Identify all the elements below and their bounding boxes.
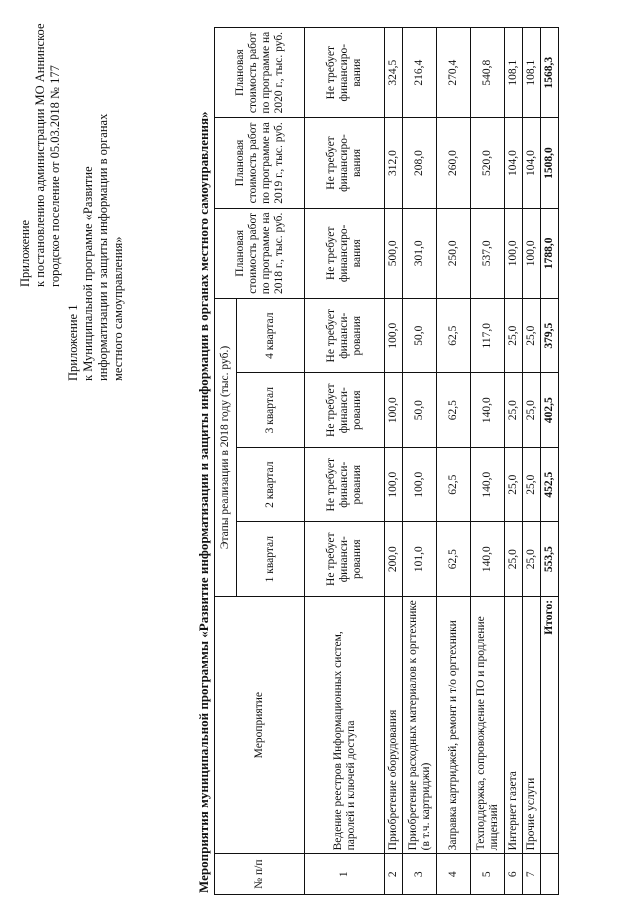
row-q2: 100,0: [385, 447, 403, 522]
table-row: [523, 28, 541, 895]
table-row: [385, 28, 403, 895]
total-row: [541, 28, 559, 895]
col-header-plan-2019: Плановая стоимость работ по программе на 2019 г., тыс. руб.: [215, 118, 305, 208]
col-header-plan-2020: Плановая стоимость работ по программе на 2020 г., тыс. руб.: [215, 28, 305, 118]
row-plan-2019: 260,0: [437, 118, 471, 208]
appendix-1-header: [66, 114, 126, 381]
table-row: [403, 28, 437, 895]
appendix-1-line: к Муниципальной программе «Развитие: [81, 166, 95, 381]
row-activity: Приобретение расходных материалов к оргтехнике (в т.ч. картриджи): [403, 596, 437, 853]
row-plan-2020: Не требует финансиро-вания: [305, 28, 385, 118]
row-plan-2019: 312,0: [385, 118, 403, 208]
row-num: 6: [505, 854, 523, 895]
total-plan-2020: 1568,3: [541, 28, 559, 118]
total-q2: 452,5: [541, 447, 559, 522]
row-plan-2018: Не требует финансиро-вания: [305, 208, 385, 298]
row-plan-2020: 216,4: [403, 28, 437, 118]
col-header-activity: Мероприятие: [215, 596, 305, 853]
row-q1: 101,0: [403, 522, 437, 597]
row-plan-2019: 208,0: [403, 118, 437, 208]
appendix-1-line: Приложение 1: [66, 304, 80, 381]
row-plan-2018: 500,0: [385, 208, 403, 298]
row-q4: 25,0: [523, 298, 541, 373]
row-activity: Техподдержка, сопровождение ПО и продление лицензий: [471, 596, 505, 853]
row-plan-2019: Не требует финансиро-вания: [305, 118, 385, 208]
col-header-num: № п/п: [215, 854, 305, 895]
total-q1: 553,5: [541, 522, 559, 597]
row-q2: 25,0: [523, 447, 541, 522]
total-q4: 379,5: [541, 298, 559, 373]
row-plan-2020: 540,8: [471, 28, 505, 118]
row-q4: Не требует финанси-рования: [305, 298, 385, 373]
table-row: [471, 28, 505, 895]
row-q1: Не требует финанси-рования: [305, 522, 385, 597]
col-header-plan-2018: Плановая стоимость работ по программе на 2018 г., тыс. руб.: [215, 208, 305, 298]
table-row: [305, 28, 385, 895]
row-q4: 100,0: [385, 298, 403, 373]
row-q2: 100,0: [403, 447, 437, 522]
col-header-q2: 2 квартал: [237, 447, 305, 522]
document-title: Мероприятия муниципальной программы «Развитие информатизации и защиты информации в органах местного самоуправления»: [196, 111, 211, 893]
row-q3: 50,0: [403, 373, 437, 448]
row-plan-2020: 108,1: [505, 28, 523, 118]
row-activity: Приобретение оборудования: [385, 596, 403, 853]
col-header-q3: 3 квартал: [237, 373, 305, 448]
row-num: 4: [437, 854, 471, 895]
appendix-header-line: к постановлению администрации МО Аннинское: [33, 23, 47, 287]
row-q2: 140,0: [471, 447, 505, 522]
row-num: 1: [305, 854, 385, 895]
row-q2: Не требует финанси-рования: [305, 447, 385, 522]
row-q1: 200,0: [385, 522, 403, 597]
row-q4: 25,0: [505, 298, 523, 373]
row-q3: 25,0: [505, 373, 523, 448]
row-num: 2: [385, 854, 403, 895]
row-plan-2018: 250,0: [437, 208, 471, 298]
total-plan-2018: 1788,0: [541, 208, 559, 298]
appendix-header-line: Приложение: [18, 219, 32, 287]
total-plan-2019: 1508,0: [541, 118, 559, 208]
col-header-stages: Этапы реализации в 2018 году (тыс. руб.): [215, 298, 237, 596]
row-q4: 62,5: [437, 298, 471, 373]
row-q3: 62,5: [437, 373, 471, 448]
row-plan-2020: 324,5: [385, 28, 403, 118]
row-activity: Интернет газета: [505, 596, 523, 853]
row-q3: 100,0: [385, 373, 403, 448]
program-activities-table: [214, 27, 559, 895]
row-q1: 25,0: [505, 522, 523, 597]
row-q4: 117,0: [471, 298, 505, 373]
row-q3: 25,0: [523, 373, 541, 448]
row-plan-2018: 301,0: [403, 208, 437, 298]
row-plan-2018: 100,0: [505, 208, 523, 298]
row-activity: Заправка картриджей, ремонт и т/о оргтехники: [437, 596, 471, 853]
row-plan-2020: 270,4: [437, 28, 471, 118]
table-row: [437, 28, 471, 895]
row-num: 7: [523, 854, 541, 895]
appendix-1-line: местного самоуправления»: [111, 236, 125, 381]
row-q3: 140,0: [471, 373, 505, 448]
row-q4: 50,0: [403, 298, 437, 373]
col-header-q4: 4 квартал: [237, 298, 305, 373]
total-empty-cell: [541, 854, 559, 895]
row-plan-2019: 520,0: [471, 118, 505, 208]
row-plan-2019: 104,0: [523, 118, 541, 208]
row-plan-2018: 100,0: [523, 208, 541, 298]
row-num: 3: [403, 854, 437, 895]
row-num: 5: [471, 854, 505, 895]
row-q3: Не требует финанси-рования: [305, 373, 385, 448]
row-q1: 140,0: [471, 522, 505, 597]
row-plan-2019: 104,0: [505, 118, 523, 208]
appendix-1-line: информатизации и защиты информации в органах: [96, 113, 110, 381]
appendix-header-line: городское поселение от 05.03.2018 № 177: [48, 65, 62, 287]
total-label: Итого:: [541, 596, 559, 853]
col-header-q1: 1 квартал: [237, 522, 305, 597]
row-q1: 25,0: [523, 522, 541, 597]
row-activity: Прочие услуги: [523, 596, 541, 853]
row-plan-2020: 108,1: [523, 28, 541, 118]
row-plan-2018: 537,0: [471, 208, 505, 298]
total-q3: 402,5: [541, 373, 559, 448]
row-q1: 62,5: [437, 522, 471, 597]
table-row: [505, 28, 523, 895]
row-q2: 62,5: [437, 447, 471, 522]
row-activity: Ведение реестров Информационных систем, паролей и ключей доступа: [305, 596, 385, 853]
appendix-header: [18, 24, 63, 288]
row-q2: 25,0: [505, 447, 523, 522]
